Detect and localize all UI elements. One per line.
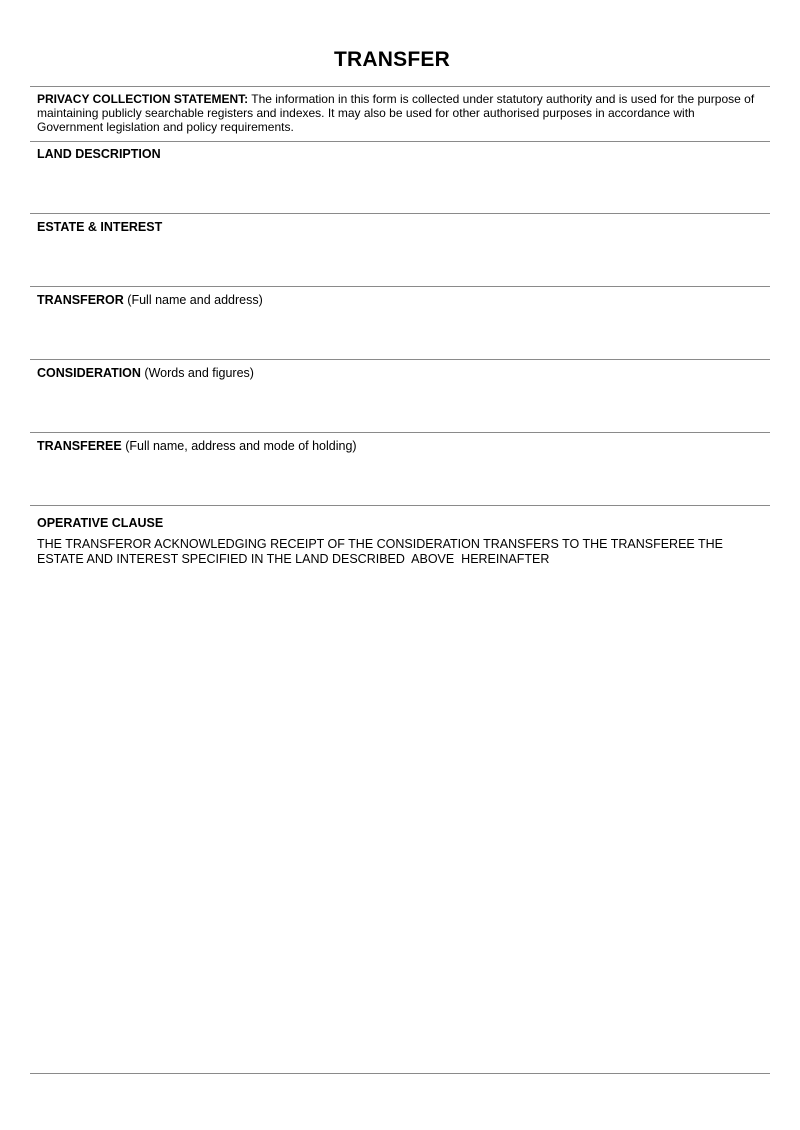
privacy-label: PRIVACY COLLECTION STATEMENT: xyxy=(37,92,249,106)
operative-clause-section xyxy=(37,516,759,567)
divider xyxy=(30,432,770,433)
estate-interest-label: ESTATE & INTEREST xyxy=(37,220,163,234)
privacy-text: The information in this form is collected under statutory authority and is used for the purpose of maintaining publicly searchable registers and indexes. It may also be used for other authorised purposes in accordance with Government legislation and policy requirements. xyxy=(37,92,755,134)
transferee-note: (Full name, address and mode of holding) xyxy=(121,439,357,453)
transferor-label: TRANSFEROR xyxy=(37,293,124,307)
divider xyxy=(30,286,770,287)
operative-clause-label: OPERATIVE CLAUSE xyxy=(37,516,164,530)
divider xyxy=(30,141,770,142)
page-title: TRANSFER xyxy=(334,48,450,71)
consideration-label: CONSIDERATION xyxy=(37,366,141,380)
divider xyxy=(30,505,770,506)
transferor-section[interactable] xyxy=(37,293,759,307)
land-description-section[interactable] xyxy=(37,147,759,161)
transferor-note: (Full name and address) xyxy=(123,293,263,307)
footer-divider xyxy=(30,1073,770,1074)
consideration-section[interactable] xyxy=(37,366,759,380)
transferee-section[interactable] xyxy=(37,439,759,453)
divider xyxy=(30,86,770,87)
land-description-label: LAND DESCRIPTION xyxy=(37,147,161,161)
divider xyxy=(30,213,770,214)
privacy-statement xyxy=(37,92,759,134)
divider xyxy=(30,359,770,360)
estate-interest-section[interactable] xyxy=(37,220,759,234)
operative-clause-text: THE TRANSFEROR ACKNOWLEDGING RECEIPT OF THE CONSIDERATION TRANSFERS TO THE TRANSFEREE THE ESTATE AND INTEREST SPECIFIED IN THE LAND DESCRIBED ABOVE HEREINAFTER xyxy=(37,537,727,566)
consideration-note: (Words and figures) xyxy=(140,366,254,380)
transferee-label: TRANSFEREE xyxy=(37,439,122,453)
